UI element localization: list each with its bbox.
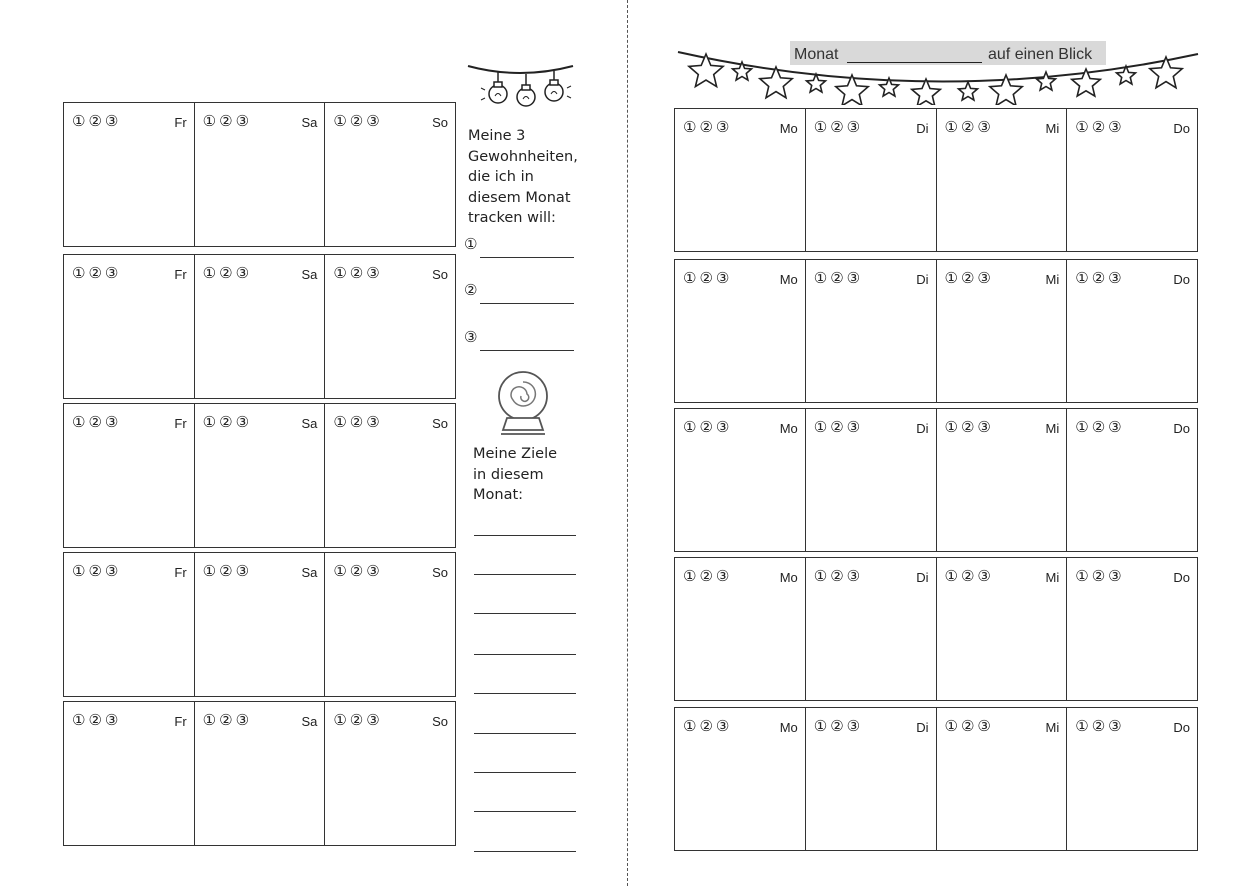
day-cell[interactable]	[806, 708, 937, 850]
goal-line[interactable]	[474, 772, 576, 773]
page-divider	[627, 0, 628, 886]
day-label: Di	[916, 121, 929, 136]
day-label: Do	[1173, 421, 1190, 436]
day-cell[interactable]	[937, 558, 1068, 700]
day-cell[interactable]	[325, 404, 455, 547]
habit-checkmarks[interactable]: ①②③	[683, 118, 733, 136]
day-cell[interactable]	[937, 409, 1068, 551]
day-label: Do	[1173, 570, 1190, 585]
habit-checkmarks[interactable]: ①②③	[813, 269, 864, 287]
star-icon	[959, 82, 978, 100]
light-bulbs-icon	[465, 60, 575, 120]
day-label: Fr	[174, 565, 187, 580]
day-label: Mi	[1045, 720, 1060, 735]
day-cell[interactable]	[937, 260, 1068, 402]
day-label: So	[432, 267, 449, 282]
day-cell[interactable]	[64, 255, 195, 398]
habit-checkmarks[interactable]: ①②③	[72, 413, 122, 431]
goal-line[interactable]	[474, 733, 576, 734]
habit-checkmarks[interactable]: ①②③	[944, 567, 994, 585]
habit-checkmarks[interactable]: ①②③	[333, 264, 383, 282]
habit-checkmarks[interactable]: ①②③	[813, 118, 864, 136]
habit-checkmarks[interactable]: ①②③	[72, 112, 122, 130]
goal-line[interactable]	[474, 654, 576, 655]
habit-number-2: ②	[464, 281, 478, 299]
habit-checkmarks[interactable]: ①②③	[72, 264, 122, 282]
habit-checkmarks[interactable]: ①②③	[202, 562, 253, 580]
day-label: Fr	[174, 714, 187, 729]
day-label: So	[432, 565, 449, 580]
day-label: So	[432, 416, 449, 431]
week-row	[674, 108, 1198, 252]
star-icon	[807, 74, 826, 92]
star-icon	[1037, 72, 1056, 90]
day-label: So	[432, 714, 449, 729]
day-cell[interactable]	[937, 109, 1068, 251]
day-cell[interactable]	[806, 558, 937, 700]
habit-checkmarks[interactable]: ①②③	[1075, 269, 1125, 287]
habit-checkmarks[interactable]: ①②③	[944, 717, 994, 735]
habit-line-3[interactable]	[460, 328, 580, 358]
day-cell[interactable]	[325, 553, 455, 696]
habit-checkmarks[interactable]: ①②③	[202, 112, 253, 130]
day-label: Mi	[1045, 570, 1060, 585]
day-label: Di	[916, 421, 929, 436]
goal-line[interactable]	[474, 574, 576, 575]
goal-line[interactable]	[474, 535, 576, 536]
week-row	[63, 102, 456, 247]
habit-checkmarks[interactable]: ①②③	[333, 413, 383, 431]
habit-checkmarks[interactable]: ①②③	[944, 118, 994, 136]
habit-number-1: ①	[464, 235, 478, 253]
day-cell[interactable]	[675, 409, 806, 551]
week-row	[674, 408, 1198, 552]
day-cell[interactable]	[195, 553, 326, 696]
month-input-line[interactable]	[847, 62, 982, 63]
habit-checkmarks[interactable]: ①②③	[683, 418, 733, 436]
day-cell[interactable]	[64, 103, 195, 246]
habit-number-3: ③	[464, 328, 478, 346]
day-cell[interactable]	[675, 109, 806, 251]
day-cell[interactable]	[195, 404, 326, 547]
day-cell[interactable]	[675, 708, 806, 850]
day-label: Sa	[301, 115, 318, 130]
habit-line-2[interactable]	[460, 281, 580, 311]
habit-checkmarks[interactable]: ①②③	[813, 567, 864, 585]
day-label: Mo	[779, 570, 798, 585]
day-label: Di	[916, 720, 929, 735]
day-label: Mi	[1045, 121, 1060, 136]
day-cell[interactable]	[1067, 260, 1197, 402]
day-cell[interactable]	[64, 404, 195, 547]
month-banner	[790, 41, 1106, 65]
habit-underline	[480, 350, 574, 351]
habit-checkmarks[interactable]: ①②③	[683, 269, 733, 287]
habit-line-1[interactable]	[460, 235, 580, 265]
day-cell[interactable]	[1067, 708, 1197, 850]
month-suffix: auf einen Blick	[988, 46, 1093, 63]
goals-title: Meine Ziele in diesem Monat:	[473, 446, 558, 503]
habit-checkmarks[interactable]: ①②③	[1075, 118, 1125, 136]
day-cell[interactable]	[806, 409, 937, 551]
day-cell[interactable]	[1067, 109, 1197, 251]
week-row	[63, 552, 456, 697]
habit-checkmarks[interactable]: ①②③	[1075, 717, 1125, 735]
day-cell[interactable]	[325, 702, 455, 845]
habit-checkmarks[interactable]: ①②③	[202, 413, 253, 431]
week-row	[674, 259, 1198, 403]
day-cell[interactable]	[675, 260, 806, 402]
day-cell[interactable]	[64, 553, 195, 696]
day-label: Do	[1173, 720, 1190, 735]
crystal-ball-icon	[493, 368, 553, 438]
day-cell[interactable]	[195, 103, 326, 246]
day-cell[interactable]	[195, 702, 326, 845]
week-row	[674, 707, 1198, 851]
habit-underline	[480, 303, 574, 304]
day-cell[interactable]	[675, 558, 806, 700]
day-cell[interactable]	[806, 109, 937, 251]
day-label: Fr	[174, 115, 187, 130]
day-label: Do	[1173, 121, 1190, 136]
star-icon	[689, 54, 723, 87]
day-cell[interactable]	[1067, 409, 1197, 551]
day-label: Sa	[301, 416, 318, 431]
habits-title: Meine 3 Gewohnheiten, die ich in diesem Monat tracken will:	[468, 128, 578, 226]
day-label: Mo	[779, 421, 798, 436]
day-cell[interactable]	[937, 708, 1068, 850]
day-cell[interactable]	[806, 260, 937, 402]
day-cell[interactable]	[195, 255, 326, 398]
habit-checkmarks[interactable]: ①②③	[813, 717, 864, 735]
day-label: Mo	[779, 121, 798, 136]
habit-checkmarks[interactable]: ①②③	[333, 112, 383, 130]
day-cell[interactable]	[64, 702, 195, 845]
habit-checkmarks[interactable]: ①②③	[202, 264, 253, 282]
day-label: Fr	[174, 267, 187, 282]
habit-checkmarks[interactable]: ①②③	[72, 562, 122, 580]
habit-checkmarks[interactable]: ①②③	[944, 418, 994, 436]
goal-line[interactable]	[474, 693, 576, 694]
day-cell[interactable]	[1067, 558, 1197, 700]
day-label: Sa	[301, 565, 318, 580]
habit-checkmarks[interactable]: ①②③	[683, 567, 733, 585]
habit-checkmarks[interactable]: ①②③	[944, 269, 994, 287]
day-label: Mi	[1045, 421, 1060, 436]
habit-checkmarks[interactable]: ①②③	[1075, 567, 1125, 585]
habit-checkmarks[interactable]: ①②③	[202, 711, 253, 729]
star-icon	[912, 79, 941, 105]
day-label: Sa	[301, 267, 318, 282]
goal-line[interactable]	[474, 851, 576, 852]
day-label: Sa	[301, 714, 318, 729]
day-label: Mo	[779, 272, 798, 287]
day-label: Di	[916, 272, 929, 287]
habit-underline	[480, 257, 574, 258]
day-label: Do	[1173, 272, 1190, 287]
week-row	[63, 701, 456, 846]
habit-checkmarks[interactable]: ①②③	[683, 717, 733, 735]
week-row	[674, 557, 1198, 701]
goal-line[interactable]	[474, 613, 576, 614]
week-row	[63, 403, 456, 548]
day-label: Di	[916, 570, 929, 585]
month-label: Monat	[794, 46, 839, 63]
habit-checkmarks[interactable]: ①②③	[813, 418, 864, 436]
day-label: So	[432, 115, 449, 130]
day-cell[interactable]	[325, 255, 455, 398]
goal-line[interactable]	[474, 811, 576, 812]
day-label: Fr	[174, 416, 187, 431]
habit-checkmarks[interactable]: ①②③	[333, 562, 383, 580]
day-label: Mi	[1045, 272, 1060, 287]
habit-checkmarks[interactable]: ①②③	[72, 711, 122, 729]
week-row	[63, 254, 456, 399]
habit-checkmarks[interactable]: ①②③	[333, 711, 383, 729]
day-label: Mo	[779, 720, 798, 735]
habit-checkmarks[interactable]: ①②③	[1075, 418, 1125, 436]
day-cell[interactable]	[325, 103, 455, 246]
